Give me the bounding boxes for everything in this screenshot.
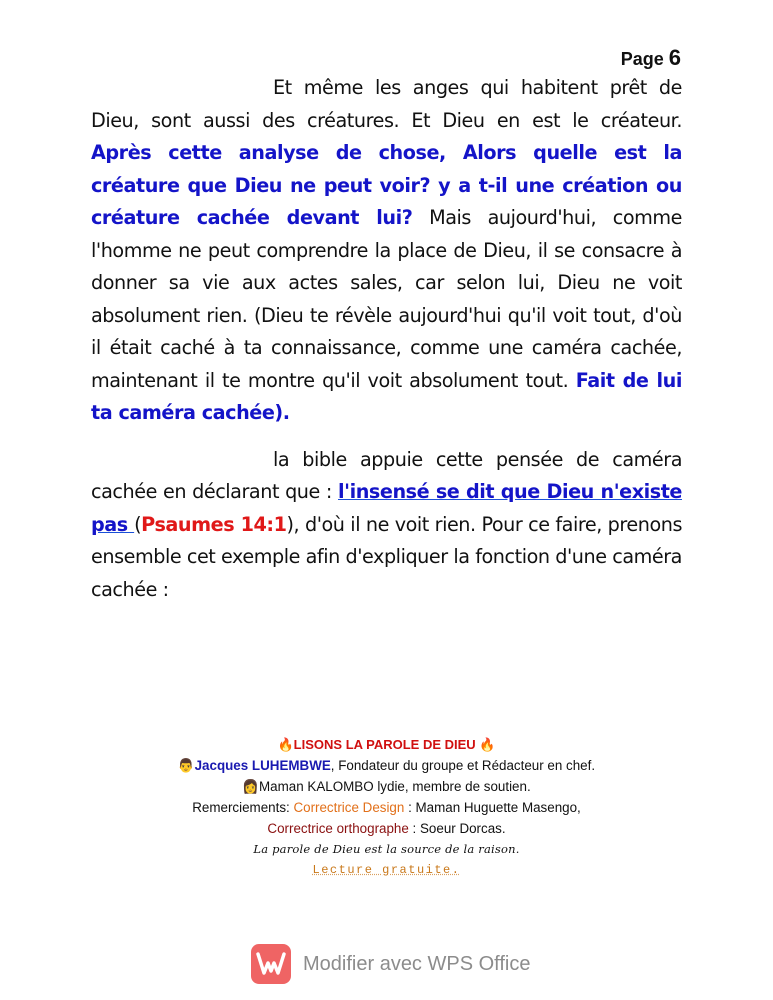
spelling-name: : Soeur Dorcas.	[408, 821, 506, 836]
thanks-label: Remerciements:	[192, 800, 294, 815]
page-label: Page	[620, 49, 664, 69]
paragraph-1	[91, 72, 682, 430]
footer-title: 🔥LISONS LA PAROLE DE DIEU 🔥	[277, 737, 496, 752]
footer-quote: La parole de Dieu est la source de la raison.	[253, 842, 520, 856]
paragraph-2	[91, 444, 682, 607]
wps-edit-banner[interactable]	[251, 942, 530, 986]
free-reading-link[interactable]: Lecture gratuite.	[312, 863, 461, 877]
scripture-reference: Psaumes 14:1	[141, 512, 287, 536]
p1-bold-conclusion: Fait de lui ta caméra cachée).	[91, 368, 683, 424]
p2-text-2: ), d'où il ne voit rien. Pour ce faire, prenons ensemble cet exemple afin d'expliquer la fonction d'une caméra cachée :	[91, 512, 683, 601]
footer-support-line	[0, 776, 773, 797]
man-emoji-icon: 👨	[177, 758, 195, 773]
support-text: Maman KALOMBO lydie, membre de soutien.	[259, 779, 531, 794]
page-number	[621, 45, 681, 71]
p2-open-paren: (	[134, 512, 142, 536]
scripture-link[interactable]: l'insensé se dit que Dieu n'existe pas	[91, 480, 682, 536]
design-name: : Maman Huguette Masengo,	[404, 800, 581, 815]
p1-text-2: Mais aujourd'hui, comme l'homme ne peut comprendre la place de Dieu, il se consacre à donner sa vie aux actes sales, car selon lui, Dieu ne voit absolument rien. (Dieu te révèle aujourd'hui qu'il voit tout, d'où il était caché à ta connaissance, comme une caméra cachée, maintenant il te montre qu'il voit absolument tout.	[91, 206, 682, 392]
footer-founder-line	[0, 755, 773, 776]
footer-thanks-line	[0, 797, 773, 818]
wps-edit-label[interactable]: Modifier avec WPS Office	[303, 952, 531, 975]
p1-text-1: Et même les anges qui habitent prêt de Dieu, sont aussi des créatures. Et Dieu en est le créateur.	[91, 76, 682, 132]
footer-credits	[0, 734, 773, 881]
founder-name: Jacques LUHEMBWE	[194, 758, 331, 773]
p1-bold-question: Après cette analyse de chose, Alors quelle est la créature que Dieu ne peut voir? y a t-il une création ou créature cachée devant lui?	[91, 141, 682, 229]
footer-spelling-line	[0, 818, 773, 839]
page-number-value: 6	[668, 45, 681, 70]
woman-emoji-icon: 👩	[242, 779, 260, 794]
spelling-role: Correctrice orthographe	[267, 821, 409, 836]
design-role: Correctrice Design	[293, 800, 405, 815]
founder-role: , Fondateur du groupe et Rédacteur en chef.	[330, 758, 596, 773]
body-text	[91, 72, 682, 606]
p2-text-1: la bible appuie cette pensée de caméra cachée en déclarant que :	[91, 447, 682, 503]
wps-logo-icon	[251, 944, 291, 984]
